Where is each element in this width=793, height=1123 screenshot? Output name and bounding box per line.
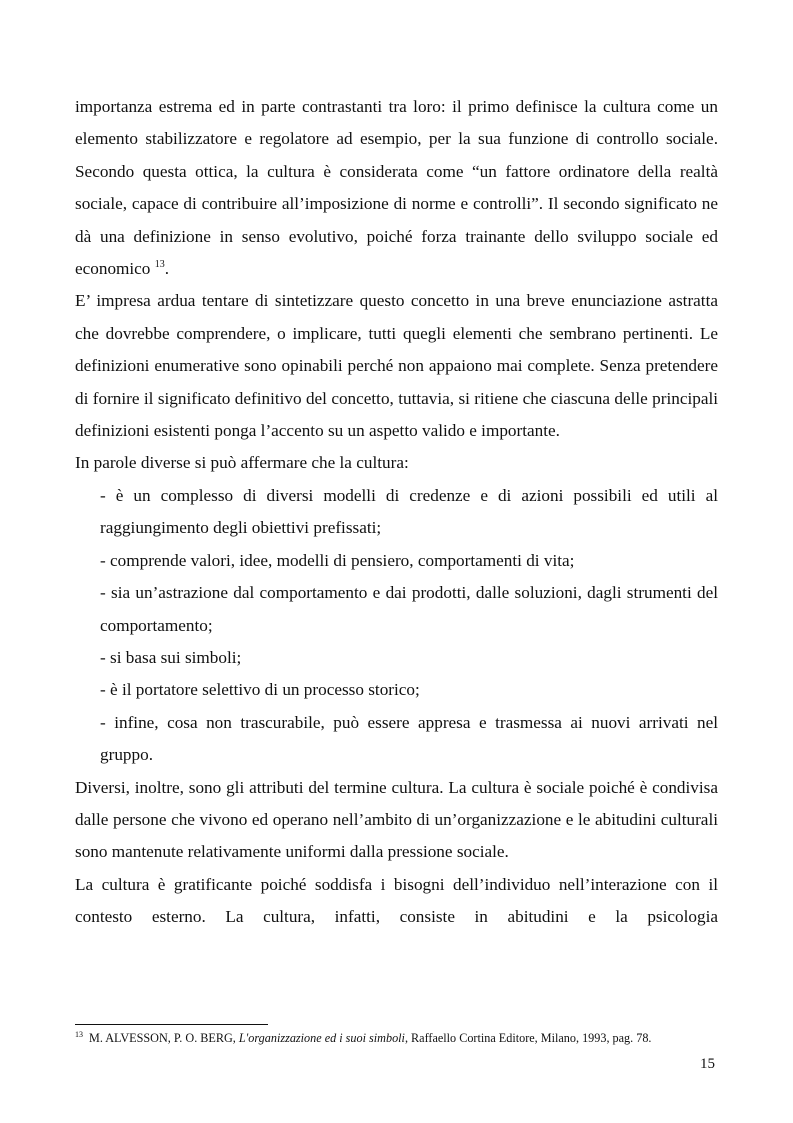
footnote-publisher: , Raffaello Cortina Editore, Milano, 1993, pag. 78. [404, 1031, 652, 1045]
paragraph: E’ impresa ardua tentare di sintetizzare questo concetto in una breve enunciazione astratta che dovrebbe comprendere, o implicare, tutti quegli elementi che sembrano pertinenti. Le definizioni enumerative sono opinabili perché non appaiono mai complete. Senza pretendere di fornire il significato definitivo del concetto, tuttavia, si ritiene che ciascuna delle principali definizioni esistenti ponga l’accento su un aspetto valido e importante. [75, 291, 718, 441]
list-item: - infine, cosa non trascurabile, può essere appresa e trasmessa ai nuovi arrivati nel gruppo. [100, 712, 718, 765]
footnote [75, 1030, 755, 1046]
paragraph: Diversi, inoltre, sono gli attributi del termine cultura. La cultura è sociale poiché è condivisa dalle persone che vivono ed operano nell’ambito di un’organizzazione e le abitudini culturali sono mantenute relativamente uniformi dalla pressione sociale. [75, 777, 718, 862]
list-item: - comprende valori, idee, modelli di pensiero, comportamenti di vita; [100, 550, 575, 570]
list-item: - è il portatore selettivo di un processo storico; [100, 680, 420, 700]
footnote-title: L'organizzazione ed i suoi simboli [238, 1031, 405, 1045]
paragraph: La cultura è gratificante poiché soddisfa i bisogni dell’individuo nell’interazione con il contesto esterno. La cultura, infatti, consiste in abitudini e la psicologia [75, 874, 718, 927]
footnote-reference[interactable]: 13 [154, 259, 165, 271]
list-item: - si basa sui simboli; [100, 647, 242, 667]
page-number: 15 [700, 1056, 715, 1072]
paragraph [75, 91, 718, 285]
footnote-number: 13 [75, 1030, 83, 1039]
paragraph: In parole diverse si può affermare che la cultura: [75, 453, 409, 473]
paragraph-end: . [164, 259, 169, 279]
paragraph-text: importanza estrema ed in parte contrastanti tra loro: il primo definisce la cultura come un elemento stabilizzatore e regolatore ad esempio, per la sua funzione di controllo sociale. Secondo questa ottica, la cultura è considerata come “un fattore ordinatore della realtà sociale, capace di contribuire all’imposizione di norme e controlli”. Il secondo significato ne dà una definizione in senso evolutivo, poiché forza trainante dello sviluppo sociale ed economico [75, 97, 718, 279]
body-text [75, 91, 718, 934]
footnote-author: M. ALVESSON, P. O. BERG, [89, 1031, 239, 1045]
list-item: - è un complesso di diversi modelli di credenze e di azioni possibili ed utili al raggiungimento degli obiettivi prefissati; [100, 485, 718, 538]
footnote-divider [75, 1024, 268, 1025]
list-item: - sia un’astrazione dal comportamento e dai prodotti, dalle soluzioni, dagli strumenti del comportamento; [100, 583, 718, 635]
